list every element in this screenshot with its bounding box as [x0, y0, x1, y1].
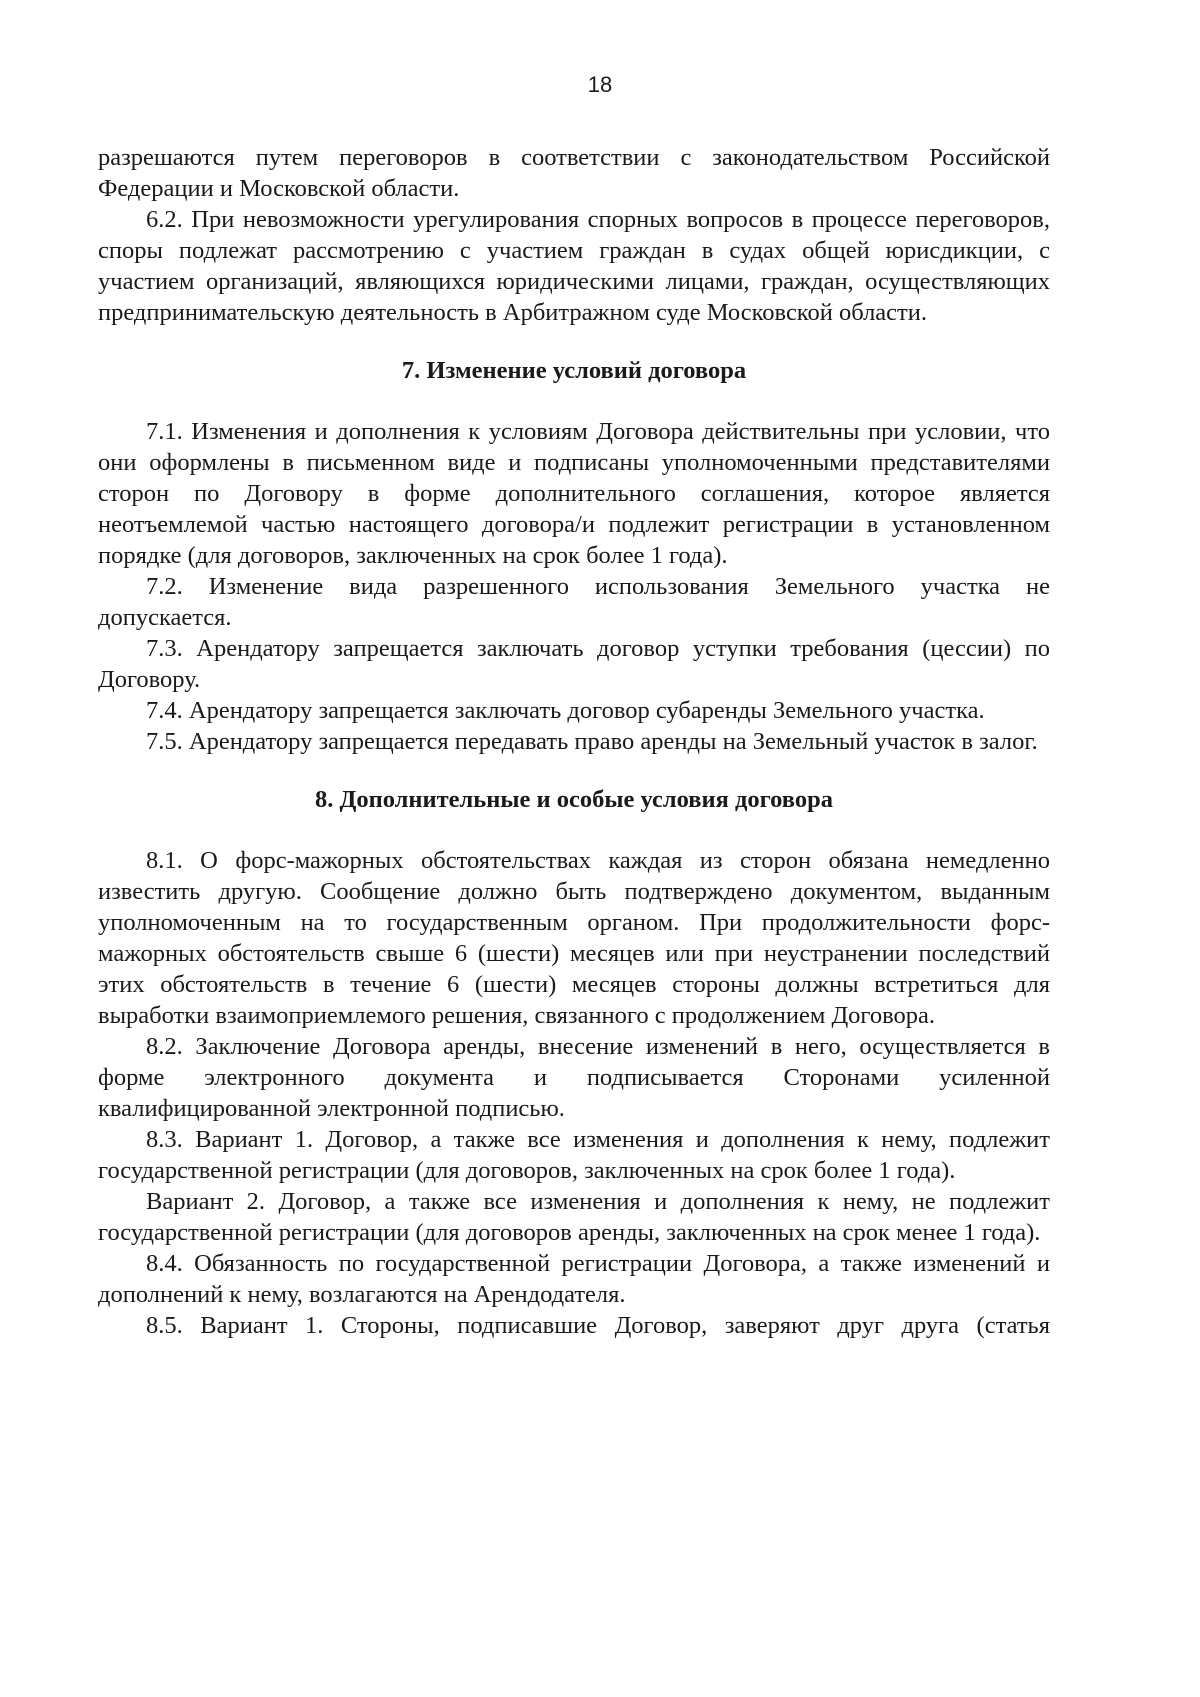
paragraph-7-1: 7.1. Изменения и дополнения к условиям Договора действительны при условии, что они оформлены в письменном виде и подписаны уполномоченными представителями сторон по Договору в форме дополнительного соглашения, которое является неотъемлемой частью настоящего договора/и подлежит регистрации в установленном порядке (для договоров, заключенных на срок более 1 года).	[98, 418, 1050, 569]
paragraph-8-5: 8.5. Вариант 1. Стороны, подписавшие Договор, заверяют друг друга (статья	[146, 1312, 1050, 1339]
paragraph-7-2: 7.2. Изменение вида разрешенного использования Земельного участка не допускается.	[98, 573, 1050, 631]
paragraph-8-1: 8.1. О форс-мажорных обстоятельствах каждая из сторон обязана немедленно известить другую. Сообщение должно быть подтверждено документом, выданным уполномоченным на то государственным органом. При продолжительности форс-мажорных обстоятельств свыше 6 (шести) месяцев или при неустранении последствий этих обстоятельств в течение 6 (шести) месяцев стороны должны встретиться для выработки взаимоприемлемого решения, связанного с продолжением Договора.	[98, 847, 1050, 1029]
paragraph-8-3-variant-2: Вариант 2. Договор, а также все изменения и дополнения к нему, не подлежит государственной регистрации (для договоров аренды, заключенных на срок менее 1 года).	[98, 1188, 1050, 1246]
section-7-heading: 7. Изменение условий договора	[401, 357, 747, 384]
paragraph-8-3: 8.3. Вариант 1. Договор, а также все изменения и дополнения к нему, подлежит государственной регистрации (для договоров, заключенных на срок более 1 года).	[98, 1126, 1050, 1184]
paragraph-8-4: 8.4. Обязанность по государственной регистрации Договора, а также изменений и дополнений к нему, возлагаются на Арендодателя.	[98, 1250, 1050, 1308]
document-body	[98, 142, 1050, 1341]
paragraph-8-2: 8.2. Заключение Договора аренды, внесение изменений в него, осуществляется в форме электронного документа и подписывается Сторонами усиленной квалифицированной электронной подписью.	[98, 1033, 1050, 1122]
section-8-heading: 8. Дополнительные и особые условия договора	[315, 786, 833, 813]
paragraph-6-2: 6.2. При невозможности урегулирования спорных вопросов в процессе переговоров, споры подлежат рассмотрению с участием граждан в судах общей юрисдикции, с участием организаций, являющихся юридическими лицами, граждан, осуществляющих предпринимательскую деятельность в Арбитражном суде Московской области.	[98, 206, 1050, 326]
paragraph-7-3: 7.3. Арендатору запрещается заключать договор уступки требования (цессии) по Договору.	[98, 635, 1050, 693]
paragraph-7-5: 7.5. Арендатору запрещается передавать право аренды на Земельный участок в залог.	[146, 728, 1038, 755]
page-number: 18	[587, 72, 613, 97]
paragraph-7-4: 7.4. Арендатору запрещается заключать договор субаренды Земельного участка.	[146, 697, 985, 724]
paragraph-6-1-continuation: разрешаются путем переговоров в соответствии с законодательством Российской Федерации и Московской области.	[98, 144, 1050, 202]
